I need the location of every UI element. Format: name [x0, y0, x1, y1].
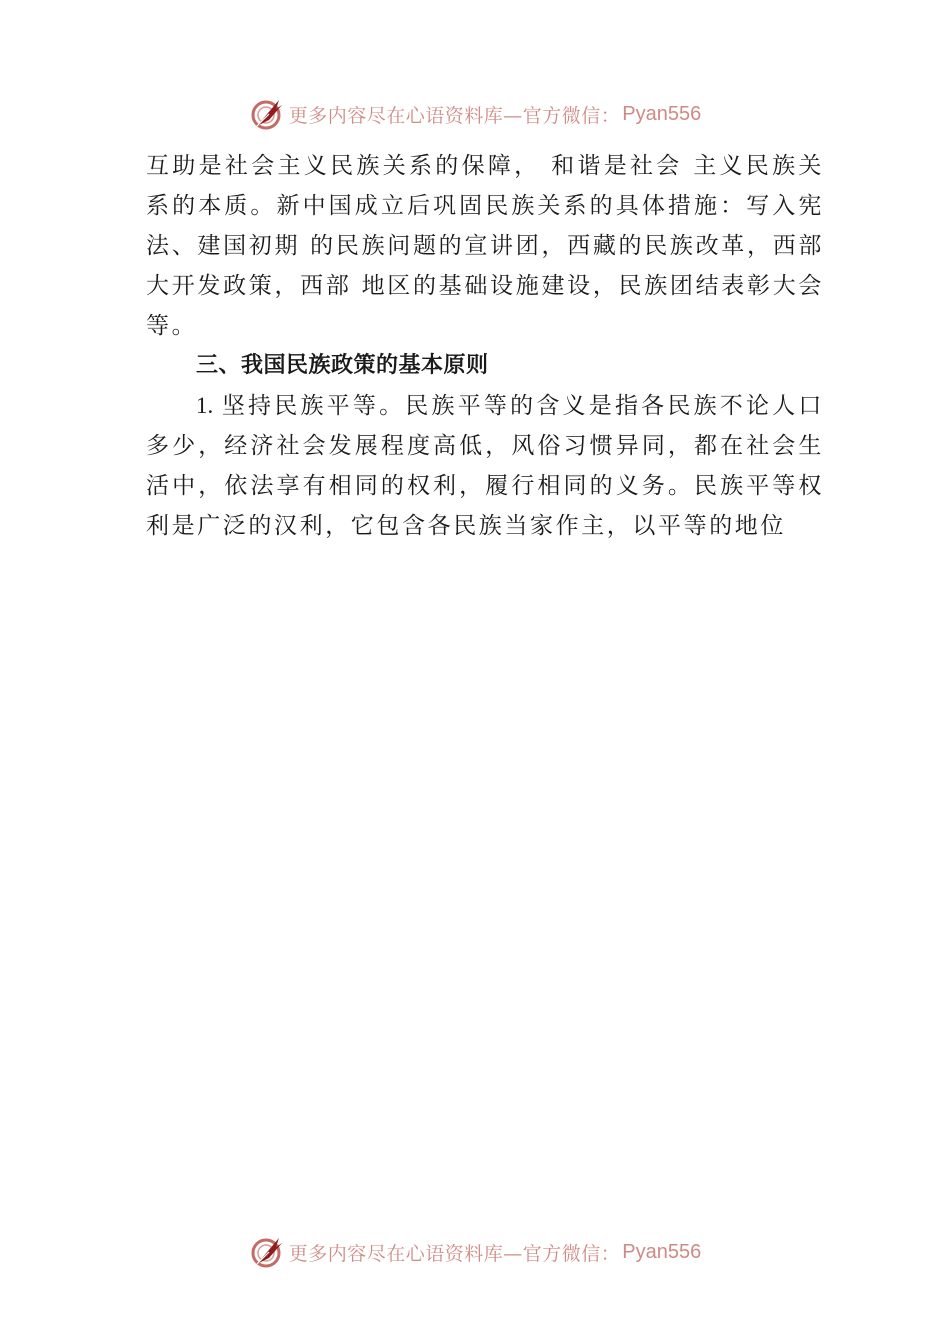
list-item-number: 1. [196, 393, 214, 418]
footer-watermark-banner [0, 1232, 950, 1272]
paragraph-ethnic-relations: 互助是社会主义民族关系的保障， 和谐是社会 主义民族关系的本质。新中国成立后巩固民族关系的具体措施：写入宪法、建国初期 的民族问题的宣讲团，西藏的民族改革，西部大开发政策，西部 地区的基础设施建设，民族团结表彰大会等。 [146, 153, 824, 339]
header-banner-text: 更多内容尽在心语资料库—官方微信： [288, 104, 621, 127]
document-body [146, 146, 824, 546]
footer-banner-wechat-id: Pyan556 [622, 1240, 702, 1263]
quill-logo-icon [249, 96, 285, 132]
list-item-ethnic-equality [146, 386, 824, 546]
header-watermark-banner [0, 94, 950, 134]
footer-banner-text: 更多内容尽在心语资料库—官方微信： [288, 1242, 621, 1265]
section-heading-principles: 三、我国民族政策的基本原则 [196, 353, 489, 378]
quill-logo-icon [249, 1234, 285, 1270]
list-item-text: 坚持民族平等。民族平等的含义是指各民族不论人口多少，经济社会发展程度高低，风俗习惯异同，都在社会生活中，依法享有相同的权利，履行相同的义务。民族平等权利是广泛的汉利，它包含各民族当家作主，以平等的地位 [146, 393, 824, 539]
header-banner-wechat-id: Pyan556 [622, 102, 702, 125]
